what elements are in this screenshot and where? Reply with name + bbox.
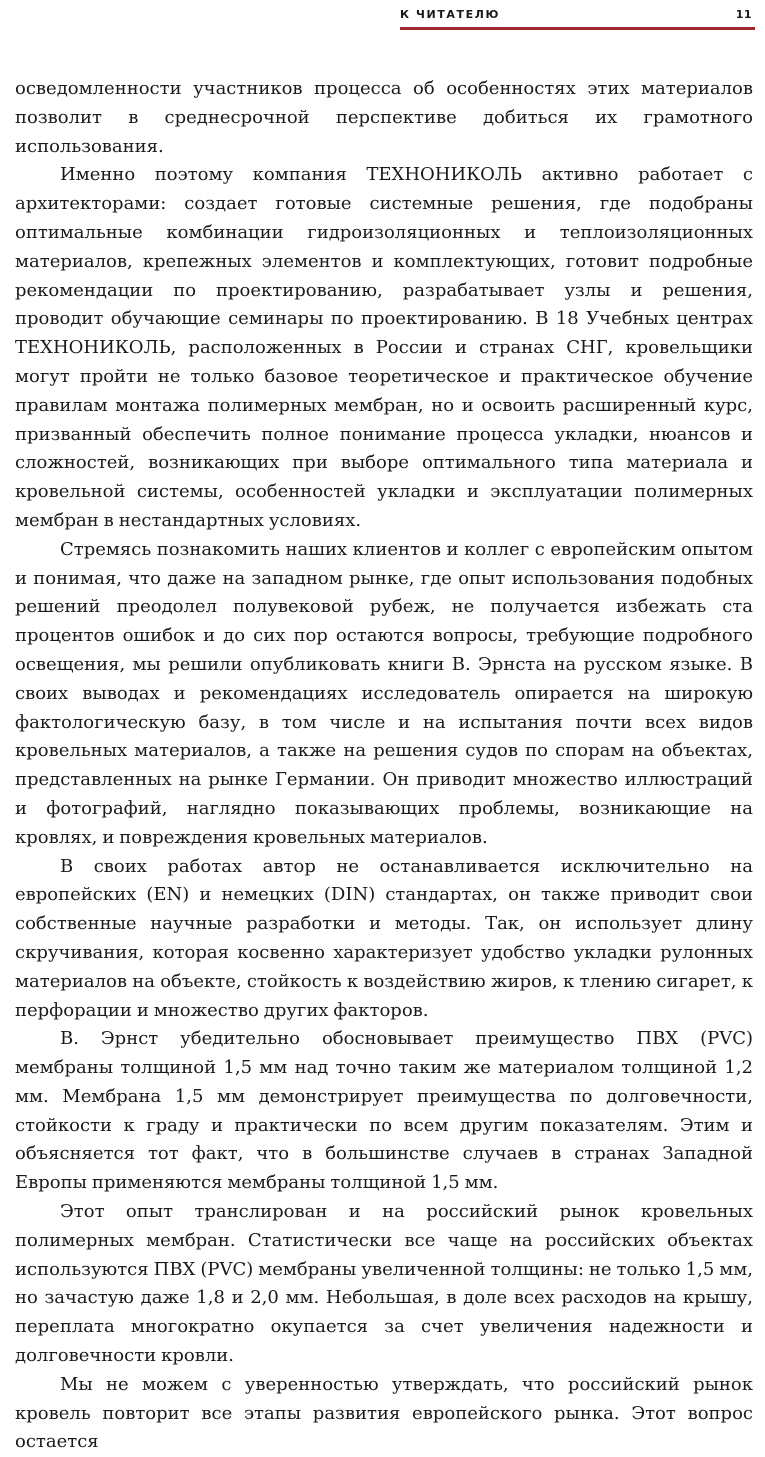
running-title: К ЧИТАТЕЛЮ [400,8,500,21]
running-header [400,8,752,24]
paragraph: Этот опыт транслирован и на российский рынок кровельных полимерных мембран. Статистически все чаще на российских объектах используются ПВХ (PVC) мембраны увеличенной толщины: не только 1,5 мм, но зачастую даже 1,8 и 2,0 мм. Небольшая, в доле всех расходов на крышу, переплата многократно окупается за счет увеличения надежности и долговечности кровли. [15,1201,753,1367]
paragraph-continued: осведомленности участников процесса об особенностях этих материалов позволит в среднесрочной перспективе добиться их грамотного использования. [15,78,753,157]
paragraph: В своих работах автор не останавливается исключительно на европейских (EN) и немецких (DIN) стандартах, он также приводит свои собственные научные разработки и методы. Так, он использует длину скручивания, которая косвенно характеризует удобство укладки рулонных материалов на объекте, стойкость к воздействию жиров, к тлению сигарет, к перфорации и множество других факторов. [15,855,753,1021]
paragraph-truncated: Мы не можем с уверенностью утверждать, что российский рынок кровель повторит все этапы развития европейского рынка. Этот вопрос остается [15,1373,753,1453]
paragraph: Стремясь познакомить наших клиентов и коллег с европейским опытом и понимая, что даже на западном рынке, где опыт использования подобных решений преодолел полувековой рубеж, не получается избежать ста процентов ошибок и до сих пор остаются вопросы, требующие подробного освещения, мы решили опубликовать книги В. Эрнста на русском языке. В своих выводах и рекомендациях исследователь опирается на широкую фактологическую базу, в том числе и на испытания почти всех видов кровельных материалов, а также на решения судов по спорам на объектах, представленных на рынке Германии. Он приводит множество иллюстраций и фотографий, наглядно показывающих проблемы, возникающие на кровлях, и повреждения кровельных материалов. [15,538,753,848]
header-rule [400,27,755,30]
body-text [15,75,753,1457]
paragraph: В. Эрнст убедительно обосновывает преимущество ПВХ (PVC) мембраны толщиной 1,5 мм над точно таким же материалом толщиной 1,2 мм. Мембрана 1,5 мм демонстрирует преимущества по долговечности, стойкости к граду и практически по всем другим показателям. Этим и объясняется тот факт, что в большинстве случаев в странах Западной Европы применяются мембраны толщиной 1,5 мм. [15,1028,753,1194]
page-number: 11 [735,8,752,21]
paragraph: Именно поэтому компания ТЕХНОНИКОЛЬ активно работает с архитекторами: создает готовые системные решения, где подобраны оптимальные комбинации гидроизоляционных и теплоизоляционных материалов, крепежных элементов и комплектующих, готовит подробные рекомендации по проектированию, разрабатывает узлы и решения, проводит обучающие семинары по проектированию. В 18 Учебных центрах ТЕХНОНИКОЛЬ, расположенных в России и странах СНГ, кровельщики могут пройти не только базовое теоретическое и практическое обучение правилам монтажа полимерных мембран, но и освоить расширенный курс, призванный обеспечить полное понимание процесса укладки, нюансов и сложностей, возникающих при выборе оптимального типа материала и кровельной системы, особенностей укладки и эксплуатации полимерных мембран в нестандартных условиях. [15,164,753,531]
